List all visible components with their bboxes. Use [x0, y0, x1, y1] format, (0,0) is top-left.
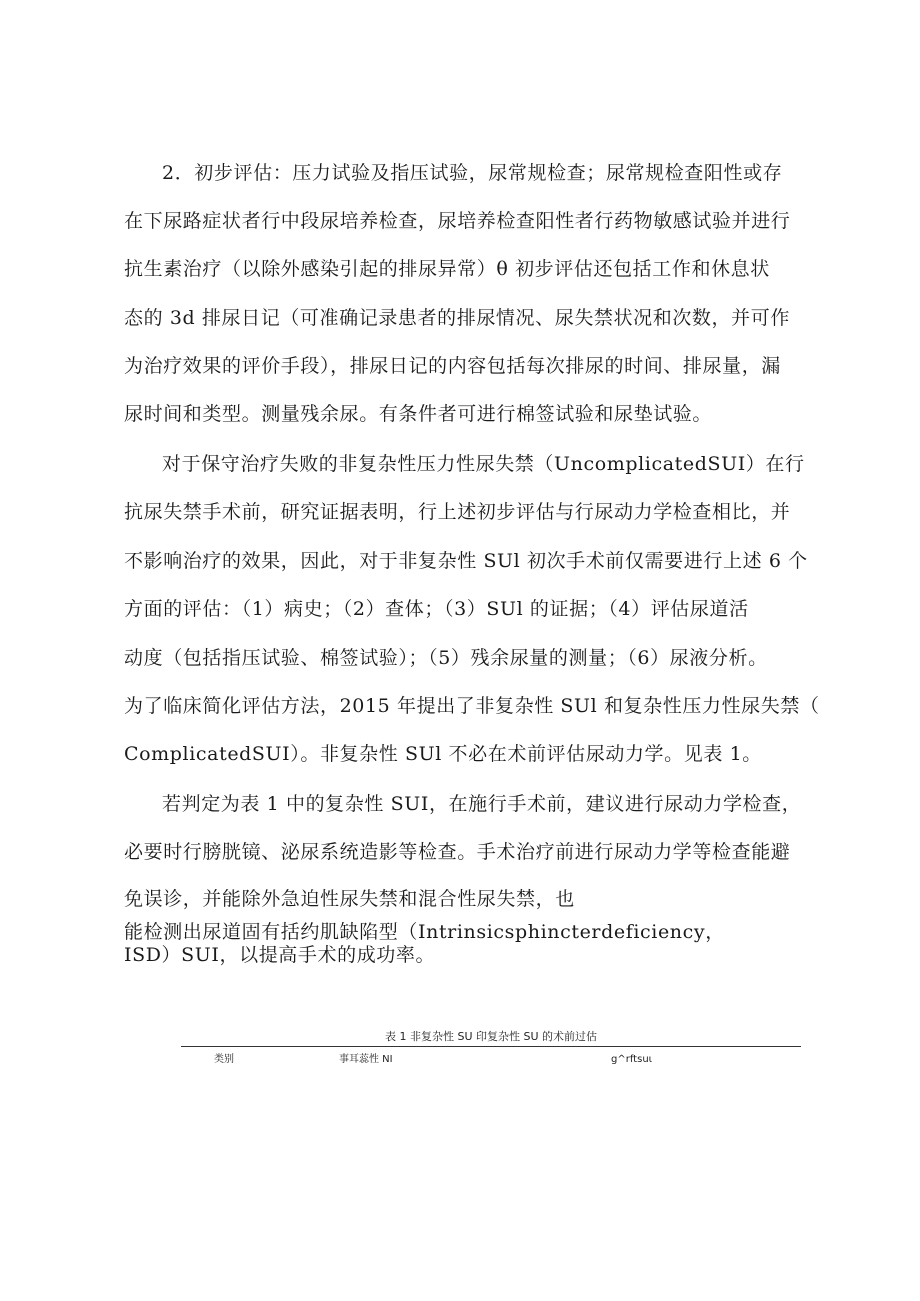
- paragraph-line: 为治疗效果的评价手段），排尿日记的内容包括每次排尿的时间、排尿量，漏: [124, 355, 781, 377]
- paragraph-line: 抗生素治疗（以除外感染引起的排尿异常）θ 初步评估还包括工作和休息状: [124, 258, 770, 280]
- table-header-category: 类别: [214, 1054, 234, 1065]
- paragraph-line: 动度（包括指压试验、棉签试验）；（5）残余尿量的测量；（6）尿液分析。: [124, 647, 768, 669]
- table-top-rule: [181, 1046, 801, 1047]
- paragraph-line: 必要时行膀胱镜、泌尿系统造影等检查。手术治疗前进行尿动力学等检查能避: [124, 841, 791, 863]
- paragraph-line: 免误诊，并能除外急迫性尿失禁和混合性尿失禁，也: [124, 888, 575, 910]
- table-header-uncomplicated: 事耳蕊性 NI: [339, 1054, 393, 1065]
- paragraph-line: 不影响治疗的效果，因此，对于非复杂性 SUl 初次手术前仅需要进行上述 6 个: [124, 550, 808, 572]
- paragraph-line: 能检测出尿道固有括约肌缺陷型（Intrinsicsphincterdeficiency，: [124, 921, 725, 943]
- paragraph-line: ComplicatedSUI）。非复杂性 SUl 不必在术前评估尿动力学。见表 1。: [124, 743, 762, 765]
- table-header-complicated: g^rftsuι: [611, 1054, 653, 1065]
- paragraph-line: 抗尿失禁手术前，研究证据表明，行上述初步评估与行尿动力学检查相比，并: [124, 501, 791, 523]
- table-caption: 表 1 非复杂性 SU 印复杂性 SU 的术前过估: [384, 1030, 598, 1043]
- paragraph-line: 为了临床简化评估方法，2015 年提出了非复杂性 SUl 和复杂性压力性尿失禁（: [124, 695, 820, 717]
- paragraph-line: 态的 3d 排尿日记（可准确记录患者的排尿情况、尿失禁状况和次数，并可作: [124, 307, 790, 329]
- paragraph-line: 方面的评估：（1）病史；（2）查体；（3）SUl 的证据；（4）评估尿道活: [124, 598, 749, 620]
- paragraph-line: 若判定为表 1 中的复杂性 SUI，在施行手术前，建议进行尿动力学检查，: [162, 793, 802, 815]
- paragraph-line: 对于保守治疗失败的非复杂性压力性尿失禁（UncomplicatedSUI）在行: [162, 453, 805, 475]
- paragraph-line: 2．初步评估：压力试验及指压试验，尿常规检查；尿常规检查阳性或存: [162, 162, 783, 184]
- paragraph-line: ISD）SUI，以提高手术的成功率。: [124, 944, 436, 966]
- paragraph-line: 在下尿路症状者行中段尿培养检查，尿培养检查阳性者行药物敏感试验并进行: [124, 210, 791, 232]
- paragraph-line: 尿时间和类型。测量残余尿。有条件者可进行棉签试验和尿垫试验。: [124, 403, 713, 425]
